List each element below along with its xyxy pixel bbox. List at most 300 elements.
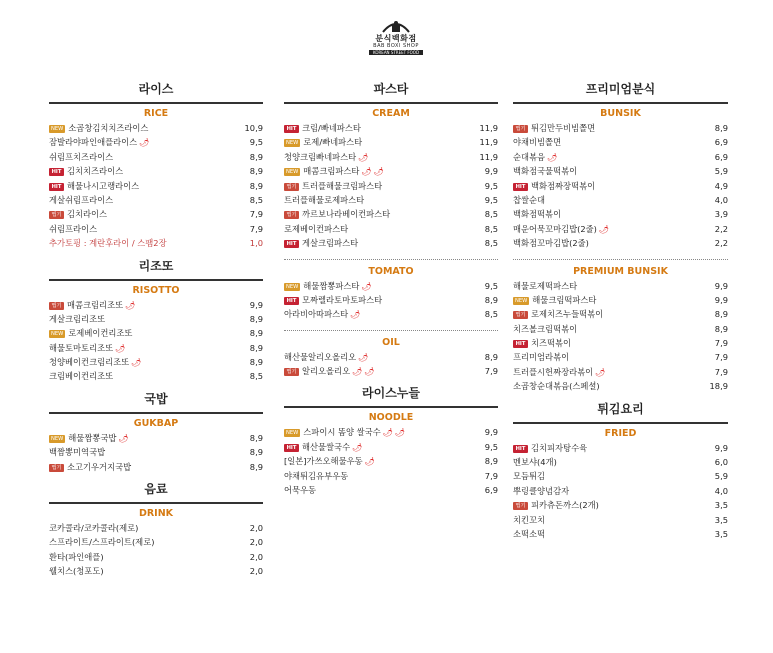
menu-item-name: 백화점국물떡볶이	[513, 166, 578, 177]
menu-item-name: 웰치스(청포도)	[49, 566, 104, 577]
menu-item	[49, 445, 263, 459]
menu-item-price: 8,5	[249, 371, 263, 382]
menu-item	[513, 455, 728, 469]
menu-item	[513, 469, 728, 483]
menu-item	[284, 207, 498, 221]
chili-pepper-icon: 🌶	[394, 428, 406, 438]
menu-item-price: 9,9	[249, 299, 263, 310]
chili-pepper-icon: 🌶	[352, 442, 363, 452]
menu-item-price: 4,0	[714, 485, 728, 496]
menu-item	[513, 484, 728, 498]
menu-item-price: 9,5	[484, 180, 498, 191]
spicy-badge: 맵기	[49, 464, 64, 472]
menu-item-name-wrap	[284, 135, 362, 149]
menu-item-name-wrap	[513, 207, 561, 221]
menu-item-price: 9,5	[249, 137, 263, 148]
menu-item-name: 김치치즈라이스	[67, 166, 124, 177]
menu-item-name-wrap	[49, 355, 141, 370]
menu-item-name: 백화점떡볶이	[513, 209, 562, 220]
menu-item-price: 8,9	[249, 461, 263, 472]
menu-item-price: 7,9	[484, 366, 498, 377]
menu-item	[49, 460, 263, 474]
menu-item-price: 9,9	[714, 280, 728, 291]
menu-item	[284, 222, 498, 236]
section-title: 국밥	[144, 391, 168, 406]
spicy-badge: 맵기	[284, 183, 299, 191]
menu-item-price: 11,9	[479, 151, 498, 162]
menu-item-name: 트러플해물로제파스타	[284, 194, 365, 205]
hit-badge: HIT	[513, 445, 528, 453]
menu-item-price: 2,2	[714, 223, 728, 234]
menu-item-price: 9,9	[714, 294, 728, 305]
menu-item-name-wrap	[284, 121, 361, 135]
new-badge: NEW	[286, 140, 299, 147]
menu-item-name-wrap	[284, 307, 360, 322]
chili-pepper-icon: 🌶	[382, 428, 393, 438]
menu-item-price: 5,9	[714, 471, 728, 482]
subsection-title: PREMIUM BUNSIK	[573, 265, 668, 277]
menu-item-price: 3,9	[714, 209, 728, 220]
menu-item-price: 7,9	[714, 338, 728, 349]
new-badge: NEW	[51, 331, 64, 338]
menu-item-name: 스파이시 똠양 쌀국수	[303, 427, 381, 438]
menu-item	[49, 355, 263, 369]
menu-item-name-wrap	[284, 222, 348, 236]
chili-pepper-icon: 🌶	[358, 352, 369, 362]
spicy-badge: 맵기	[284, 211, 299, 219]
menu-item-name-wrap	[49, 326, 132, 340]
menu-item-price: 2,0	[249, 551, 263, 562]
menu-item	[49, 431, 263, 445]
hit-badge: HIT	[284, 297, 299, 305]
menu-item	[284, 307, 498, 321]
menu-item-name: 어묵우동	[284, 485, 317, 496]
menu-item-price: 9,9	[484, 166, 498, 177]
menu-item-name-wrap	[513, 150, 557, 165]
menu-item-name-wrap	[513, 222, 609, 237]
menu-item-name: 까르보나라베이컨파스타	[302, 209, 391, 220]
menu-item-name: 크림베이컨리조또	[49, 371, 114, 382]
subsection-title: FRIED	[604, 427, 637, 439]
menu-item-name: 코카콜라/코카콜라(제로)	[49, 523, 139, 534]
menu-item	[284, 350, 498, 364]
menu-item-price: 8,9	[249, 432, 263, 443]
menu-item-name: 해물짬뽕파스타	[303, 280, 360, 291]
section-rule	[284, 406, 498, 408]
menu-item-name: 매콤크림리조또	[67, 299, 124, 310]
menu-item-name: 추가토핑 : 계란후라이 / 스팸2장	[49, 238, 167, 249]
menu-item-name-wrap	[49, 445, 105, 459]
chili-pepper-icon: 🌶	[364, 367, 375, 377]
menu-item-name: 아라비아따파스타	[284, 309, 349, 320]
menu-item-price: 18,9	[709, 381, 728, 392]
menu-item	[513, 365, 728, 379]
menu-item-price: 2,0	[249, 566, 263, 577]
new-badge: NEW	[51, 126, 64, 132]
menu-item-price: 2,0	[249, 523, 263, 534]
menu-item-name: 환타(파인애플)	[49, 551, 104, 562]
menu-item-price: 8,9	[249, 328, 263, 339]
menu-item-name: 소곱창순대볶음(스페셜)	[513, 381, 600, 392]
section-rule	[513, 102, 728, 104]
menu-item-name-wrap	[49, 564, 104, 578]
menu-item-name-wrap	[49, 550, 104, 564]
menu-item	[49, 236, 263, 250]
menu-item	[284, 293, 498, 307]
hit-badge: HIT	[49, 183, 64, 191]
menu-item-name-wrap	[513, 350, 569, 364]
menu-item	[49, 535, 263, 549]
menu-item-name-wrap	[513, 365, 605, 380]
section-rule	[49, 102, 263, 104]
menu-item-name-wrap	[284, 350, 368, 365]
menu-item-name: 뿌링클양념감자	[513, 485, 570, 496]
chili-pepper-icon: 🌶	[361, 281, 372, 291]
chili-pepper-icon: 🌶	[358, 152, 369, 162]
section-title: 프리미엄분식	[585, 82, 656, 96]
menu-item	[513, 441, 728, 455]
menu-item-name: 청양크림빠네파스타	[284, 151, 357, 162]
chili-pepper-icon: 🌶	[373, 167, 384, 177]
menu-item-name-wrap	[49, 535, 154, 549]
menu-item-name: 백화점꼬마김밥(2줄)	[513, 238, 589, 249]
menu-item-name-wrap	[49, 150, 113, 164]
menu-item-name-wrap	[284, 179, 382, 193]
menu-item	[513, 279, 728, 293]
menu-item-price: 6,0	[714, 457, 728, 468]
menu-item	[284, 179, 498, 193]
menu-item-name-wrap	[284, 293, 382, 307]
menu-item-name: 게살쉬림프라이스	[49, 194, 114, 205]
menu-item-name-wrap	[513, 336, 571, 350]
hit-badge: HIT	[513, 340, 528, 348]
menu-item-name: 소떡소떡	[513, 528, 546, 539]
menu-item-price: 8,9	[249, 166, 263, 177]
menu-item-name: 청양베이컨크림리조또	[49, 357, 130, 368]
menu-item-name: 해산물쌀국수	[302, 441, 351, 452]
hit-badge: HIT	[49, 168, 64, 176]
menu-item-name-wrap	[284, 425, 405, 440]
menu-item-name-wrap	[284, 483, 316, 497]
menu-item-price: 3,5	[714, 500, 728, 511]
chili-pepper-icon: 🌶	[125, 300, 136, 310]
menu-item-name: 백짬뽕미역국밥	[49, 447, 106, 458]
crest-icon	[381, 20, 411, 34]
menu-item-name: 매콤크림파스타	[303, 166, 360, 177]
menu-item-name: 치즈볼크림떡볶이	[513, 323, 578, 334]
spicy-badge: 맵기	[513, 125, 528, 133]
chili-pepper-icon: 🌶	[352, 367, 363, 377]
brand-tagline: KOREAN STREET FOOD	[369, 50, 423, 55]
menu-item-price: 8,5	[249, 194, 263, 205]
hit-badge: HIT	[284, 240, 299, 248]
menu-item	[513, 350, 728, 364]
menu-item-price: 9,5	[484, 441, 498, 452]
menu-item-price: 8,9	[714, 323, 728, 334]
menu-item-price: 7,9	[249, 223, 263, 234]
menu-item-price: 8,9	[249, 357, 263, 368]
menu-item-name-wrap	[513, 455, 557, 469]
chili-pepper-icon: 🌶	[118, 433, 129, 443]
menu-item-name: 트러플시헌짜장라볶이	[513, 366, 594, 377]
menu-item-price: 7,9	[714, 352, 728, 363]
menu-item-name-wrap	[513, 469, 545, 483]
spicy-badge: 맵기	[49, 211, 64, 219]
menu-item-name: 해물로제떡파스타	[513, 280, 578, 291]
menu-item	[513, 193, 728, 207]
spicy-badge: 맵기	[513, 311, 528, 319]
menu-item-name-wrap	[49, 369, 113, 383]
menu-item-name: 로제베이컨파스타	[284, 223, 349, 234]
menu-item-name: 해물짬뽕국밥	[68, 432, 117, 443]
new-badge: NEW	[515, 297, 528, 304]
menu-item-name: 야채튀김유부우동	[284, 470, 349, 481]
hit-badge: HIT	[284, 125, 299, 133]
subsection-title: GUKBAP	[133, 417, 179, 429]
menu-item-name: [일본]가쓰오해물우동	[284, 456, 363, 467]
menu-item-price: 9,9	[714, 442, 728, 453]
menu-item	[49, 341, 263, 355]
menu-item-name-wrap	[49, 164, 123, 178]
section-title: 라이스	[138, 82, 174, 96]
menu-item-name-wrap	[513, 279, 577, 293]
menu-item	[49, 135, 263, 149]
menu-item-price: 3,5	[714, 514, 728, 525]
menu-item	[49, 564, 263, 578]
menu-item-name-wrap	[513, 236, 589, 250]
subsection-title: RICE	[143, 108, 169, 119]
section-rule	[49, 279, 263, 281]
menu-item	[284, 164, 498, 178]
menu-item-name-wrap	[513, 379, 600, 393]
chili-pepper-icon: 🌶	[547, 152, 558, 162]
menu-item-price: 8,9	[249, 180, 263, 191]
menu-item	[513, 222, 728, 236]
chili-pepper-icon: 🌶	[364, 457, 375, 467]
subsection-title: DRINK	[138, 508, 174, 520]
menu-item-name: 해물크림떡파스타	[532, 294, 597, 305]
menu-item-name: 해물나시고랭라이스	[67, 180, 140, 191]
menu-item-price: 8,5	[484, 209, 498, 220]
menu-item-name-wrap	[513, 135, 561, 149]
new-badge: NEW	[286, 283, 299, 290]
menu-item-name-wrap	[513, 322, 577, 336]
menu-item-name-wrap	[49, 236, 167, 250]
menu-item	[49, 193, 263, 207]
menu-item	[513, 179, 728, 193]
section-title: 튀김요리	[597, 401, 644, 416]
menu-item-name-wrap	[513, 441, 587, 455]
menu-item	[49, 207, 263, 221]
menu-item-price: 8,9	[249, 313, 263, 324]
menu-item-name: 소곱창김치치즈라이스	[68, 123, 149, 133]
menu-item-price: 8,9	[249, 447, 263, 458]
menu-item	[284, 440, 498, 454]
menu-item-price: 9,5	[484, 194, 498, 205]
menu-item-name-wrap	[284, 207, 390, 221]
menu-item-name: 알리오올리오	[302, 366, 351, 377]
chili-pepper-icon: 🌶	[595, 367, 606, 377]
menu-item-name: 모짜렐라토마토파스타	[302, 294, 383, 305]
menu-item-name-wrap	[49, 341, 125, 356]
menu-item	[513, 322, 728, 336]
menu-item-name: 로제/빠네파스타	[303, 137, 363, 148]
menu-item-name: 야채비빔쫄면	[513, 137, 562, 148]
menu-item	[49, 521, 263, 535]
menu-item-name: 잠발라야파인애플라이스	[49, 137, 138, 148]
menu-item-name-wrap	[513, 484, 569, 498]
menu-item-price: 8,5	[484, 238, 498, 249]
menu-item	[284, 193, 498, 207]
brand-logo	[363, 20, 429, 64]
subsection-title: BUNSIK	[600, 108, 641, 119]
menu-item-name-wrap	[284, 364, 374, 379]
menu-item	[284, 121, 498, 135]
menu-item-price: 4,0	[714, 194, 728, 205]
menu-item-name: 매운어묵꼬마김밥(2줄)	[513, 223, 597, 234]
menu-item-price: 6,9	[714, 151, 728, 162]
section-rule	[49, 412, 263, 414]
menu-item-name-wrap	[513, 307, 603, 321]
menu-item-price: 8,9	[484, 294, 498, 305]
menu-item-price: 6,9	[714, 137, 728, 148]
menu-item	[284, 135, 498, 149]
menu-item-name-wrap	[513, 513, 545, 527]
menu-item-name: 스프라이트/스프라이트(제로)	[49, 537, 155, 548]
menu-item-name-wrap	[49, 207, 107, 221]
menu-item-name: 튀김만두비빔쫄면	[531, 123, 596, 133]
menu-column-center	[284, 80, 498, 497]
chili-pepper-icon: 🌶	[139, 138, 150, 148]
menu-item-price: 8,5	[484, 223, 498, 234]
menu-item-name-wrap	[49, 460, 131, 474]
subsection-title: NOODLE	[368, 412, 414, 424]
menu-item-price: 7,9	[484, 470, 498, 481]
spicy-badge: 맵기	[513, 502, 528, 510]
menu-item-name-wrap	[284, 469, 348, 483]
menu-item	[49, 150, 263, 164]
menu-item	[284, 150, 498, 164]
menu-item-price: 1,0	[249, 238, 263, 249]
menu-item-price: 2,0	[249, 537, 263, 548]
menu-item-price: 7,9	[714, 366, 728, 377]
menu-item-name-wrap	[49, 222, 97, 236]
menu-item-name: 소고기우거지국밥	[67, 461, 132, 472]
menu-item-price: 5,9	[714, 166, 728, 177]
menu-item-name: 찹쌀순대	[513, 194, 546, 205]
section-title: 라이스누들	[362, 386, 420, 401]
menu-item-name: 트러플해물크림파스타	[302, 180, 383, 191]
menu-item-name: 순대볶음	[513, 151, 546, 162]
menu-item-name: 멘보샤(4개)	[513, 457, 557, 468]
menu-item-price: 8,9	[714, 123, 728, 133]
menu-item	[49, 369, 263, 383]
menu-item-name: 김치라이스	[67, 209, 108, 220]
menu-item-name: 해물토마토리조또	[49, 342, 114, 353]
menu-item	[49, 222, 263, 236]
hit-badge: HIT	[284, 444, 299, 452]
menu-item-name: 크림/빠네파스타	[302, 123, 361, 133]
dotted-divider	[284, 330, 498, 331]
menu-item	[513, 164, 728, 178]
menu-item	[513, 135, 728, 149]
chili-pepper-icon: 🌶	[361, 167, 372, 177]
chili-pepper-icon: 🌶	[131, 358, 142, 368]
section-rule	[49, 502, 263, 504]
menu-item-price: 8,9	[714, 309, 728, 320]
section-rule	[513, 422, 728, 424]
menu-item	[284, 469, 498, 483]
menu-item-name-wrap	[284, 164, 384, 179]
menu-item	[49, 550, 263, 564]
menu-item-name-wrap	[284, 440, 362, 455]
menu-item-name: 게살크림리조또	[49, 313, 106, 324]
menu-item-name: 로제치즈누들떡볶이	[531, 309, 604, 320]
menu-column-right	[513, 80, 728, 541]
menu-item-name: 치즈떡볶이	[531, 338, 572, 349]
menu-item	[284, 364, 498, 378]
section-title: 리조또	[138, 258, 174, 273]
section-rule	[284, 102, 498, 104]
menu-item-price: 8,5	[484, 309, 498, 320]
chili-pepper-icon: 🌶	[350, 310, 361, 320]
menu-item-name-wrap	[49, 179, 139, 193]
section-title: 파스타	[373, 82, 409, 96]
menu-item	[513, 236, 728, 250]
subsection-title: CREAM	[372, 108, 410, 119]
dotted-divider	[513, 259, 728, 260]
menu-item	[513, 498, 728, 512]
menu-item-name-wrap	[513, 179, 595, 193]
menu-item-name: 게살크림파스타	[302, 238, 359, 249]
menu-item	[513, 379, 728, 393]
menu-item-name-wrap	[513, 193, 545, 207]
menu-item-name: 해산물알리오올리오	[284, 351, 357, 362]
menu-item-name-wrap	[513, 527, 545, 541]
menu-item-name: 치킨꼬치	[513, 514, 546, 525]
new-badge: NEW	[286, 430, 299, 437]
menu-item	[49, 179, 263, 193]
menu-item-price: 8,9	[249, 151, 263, 162]
menu-item-name: 쉬림프치즈라이스	[49, 151, 114, 162]
menu-item	[513, 150, 728, 164]
menu-item	[513, 207, 728, 221]
menu-item-price: 11,9	[479, 137, 498, 148]
subsection-title: RISOTTO	[132, 284, 180, 296]
hit-badge: HIT	[513, 183, 528, 191]
menu-item-name-wrap	[513, 293, 596, 307]
menu-item-name-wrap	[49, 431, 129, 446]
menu-item-price: 10,9	[244, 123, 263, 133]
menu-item-price: 8,9	[484, 456, 498, 467]
menu-item-name-wrap	[49, 312, 105, 326]
dotted-divider	[284, 259, 498, 260]
menu-item-price: 3,5	[714, 528, 728, 539]
menu-item-name-wrap	[284, 236, 358, 250]
menu-item-price: 7,9	[249, 209, 263, 220]
chili-pepper-icon: 🌶	[598, 224, 610, 234]
menu-item-name: 로제베이컨리조또	[68, 328, 133, 339]
menu-item	[284, 279, 498, 293]
menu-item	[513, 121, 728, 135]
brand-name: 분식백화점	[375, 34, 417, 43]
section-title: 음료	[144, 482, 168, 497]
menu-item-name-wrap	[49, 121, 148, 135]
menu-item-name: 모듬튀김	[513, 471, 546, 482]
chili-pepper-icon: 🌶	[115, 343, 126, 353]
menu-item-name: 쉬림프라이스	[49, 223, 98, 234]
menu-item	[49, 326, 263, 340]
